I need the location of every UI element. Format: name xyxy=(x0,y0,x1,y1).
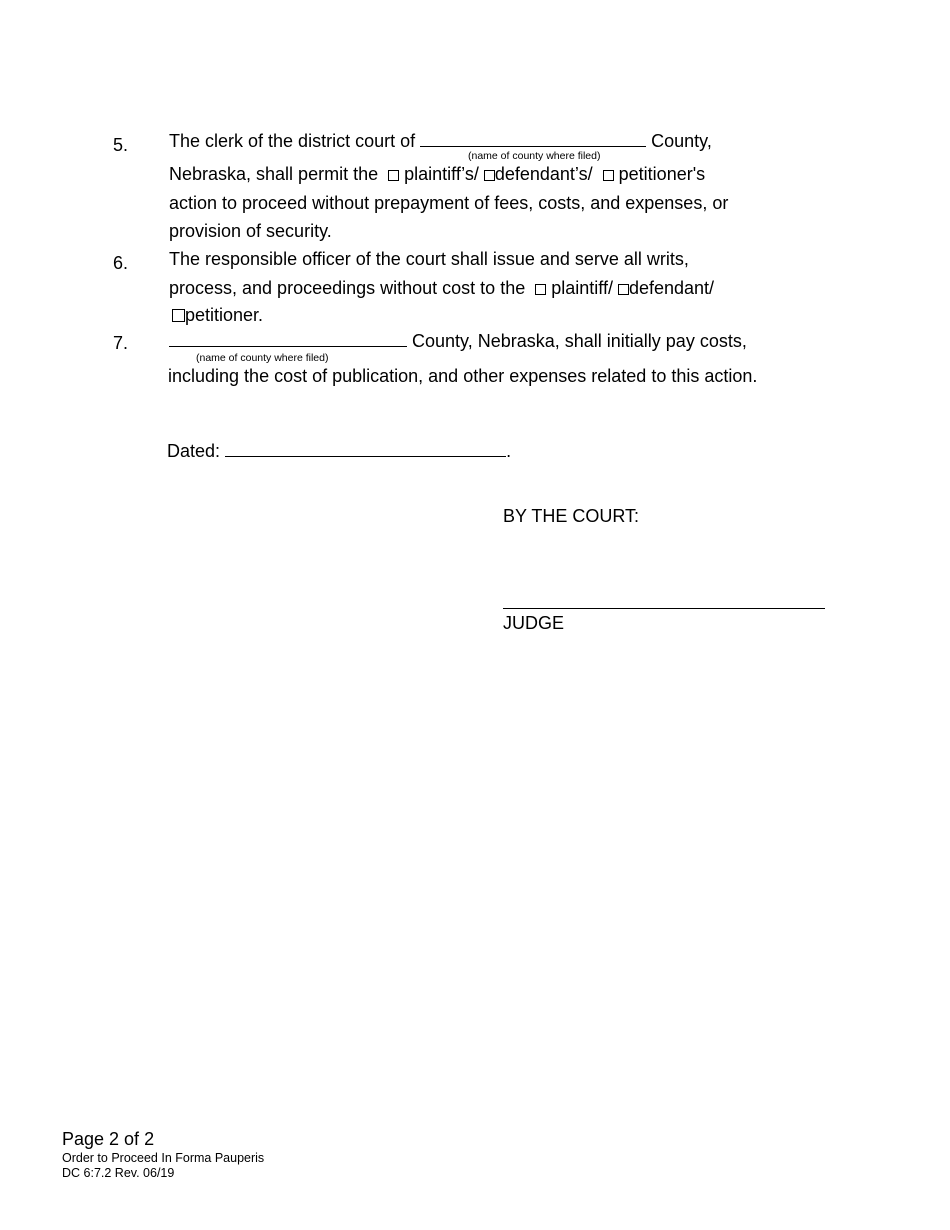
item-7-line-2: including the cost of publication, and other expenses related to this action. xyxy=(168,366,758,386)
item-5-text-after: County, xyxy=(651,131,712,151)
form-title: Order to Proceed In Forma Pauperis xyxy=(62,1151,265,1165)
item-5-line-2-prefix: Nebraska, shall permit the xyxy=(169,164,379,184)
item-6-line-2 xyxy=(169,278,714,298)
item-6-plaintiff-label: plaintiff/ xyxy=(551,278,613,298)
item-7-number: 7. xyxy=(113,333,129,353)
item-5-petitioner-label: petitioner's xyxy=(618,164,706,184)
item-6-petitioner-label: petitioner. xyxy=(185,305,264,325)
item-5-line-4: provision of security. xyxy=(169,221,332,241)
dated-line xyxy=(167,441,511,461)
item-5-line-2 xyxy=(169,164,705,184)
judge-label: JUDGE xyxy=(503,613,565,633)
item-5-line-3: action to proceed without prepayment of fees, costs, and expenses, or xyxy=(169,193,729,213)
item-6-defendant-checkbox[interactable] xyxy=(618,284,629,295)
judge-signature-line[interactable] xyxy=(503,608,825,609)
by-the-court: BY THE COURT: xyxy=(503,506,640,526)
item-5-line-1 xyxy=(169,131,712,151)
item-5-defendant-label: defendant’s/ xyxy=(494,164,593,184)
item-5-county-hint: (name of county where filed) xyxy=(468,150,601,162)
item-5-text-before: The clerk of the district court of xyxy=(169,131,416,151)
item-5-number: 5. xyxy=(113,135,129,155)
item-6-line-2-prefix: process, and proceedings without cost to the xyxy=(169,278,526,298)
item-6-line-1: The responsible officer of the court shall issue and serve all writs, xyxy=(169,249,689,269)
item-7-line-1 xyxy=(169,331,747,351)
item-5-plaintiff-label: plaintiff’s/ xyxy=(404,164,479,184)
page-number: Page 2 of 2 xyxy=(62,1129,155,1149)
form-code: DC 6:7.2 Rev. 06/19 xyxy=(62,1166,175,1180)
item-6-line-3 xyxy=(172,305,263,325)
item-5-county-blank[interactable] xyxy=(420,131,646,147)
item-7-text-after: County, Nebraska, shall initially pay costs, xyxy=(412,331,747,351)
item-6-petitioner-checkbox[interactable] xyxy=(172,309,185,322)
dated-end: . xyxy=(506,441,512,461)
dated-blank[interactable] xyxy=(225,441,506,457)
item-7-county-blank[interactable] xyxy=(169,331,407,347)
dated-label: Dated: xyxy=(167,441,221,461)
item-6-plaintiff-checkbox[interactable] xyxy=(535,284,546,295)
item-6-number: 6. xyxy=(113,253,129,273)
item-5-defendant-checkbox[interactable] xyxy=(484,170,495,181)
item-6-defendant-label: defendant/ xyxy=(628,278,715,298)
item-7-county-hint: (name of county where filed) xyxy=(196,352,329,364)
item-5-petitioner-checkbox[interactable] xyxy=(603,170,614,181)
item-5-plaintiff-checkbox[interactable] xyxy=(388,170,399,181)
